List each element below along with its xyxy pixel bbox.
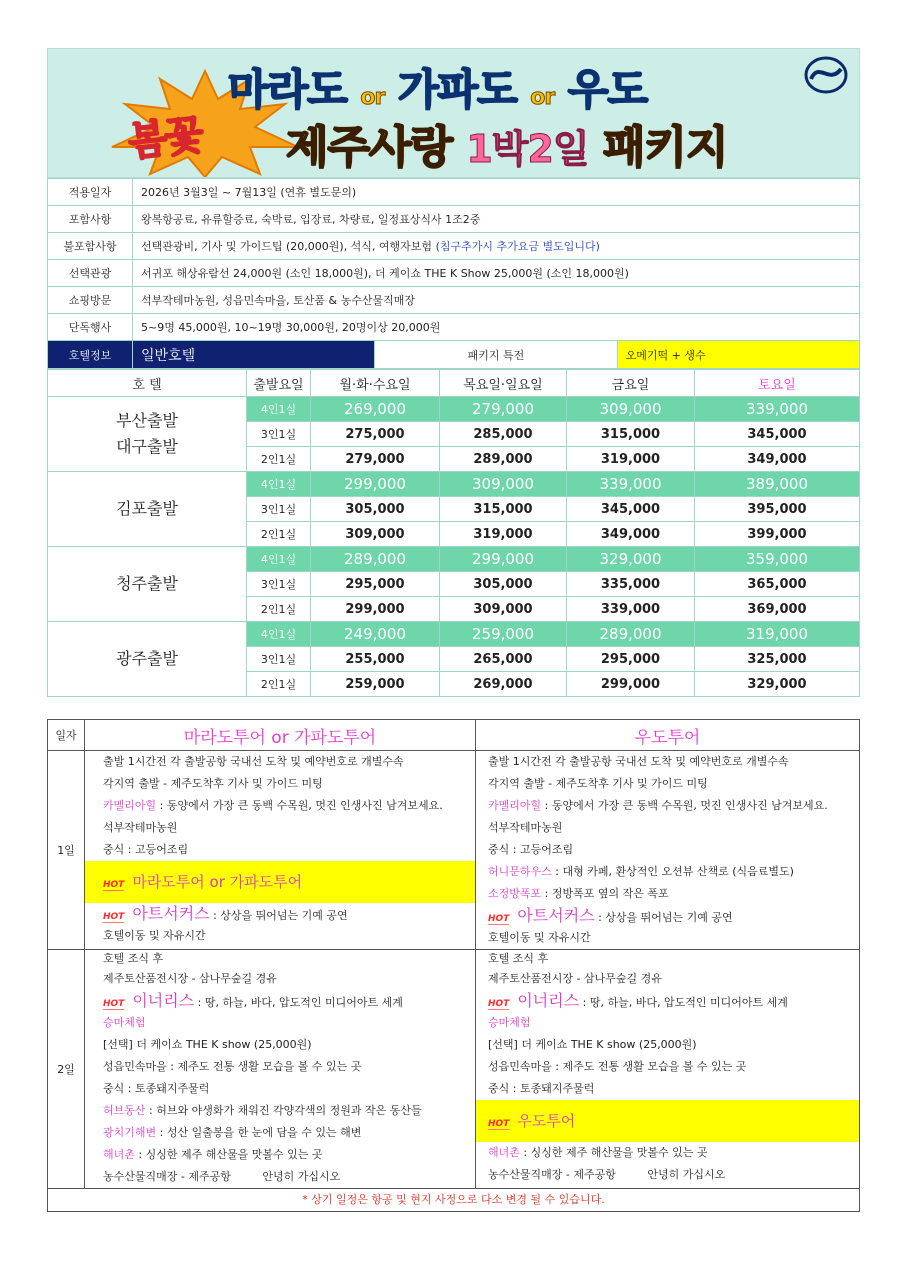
title-gapado: 가파도	[397, 65, 517, 114]
spot-desc: : 동양에서 가장 큰 동백 수목원, 멋진 인생사진 남겨보세요.	[541, 799, 828, 812]
room-type: 2인1실	[247, 672, 311, 697]
hot-icon: HOT	[488, 999, 510, 1009]
info-value: 5~9명 45,000원, 10~19명 30,000원, 20명이상 20,000원	[133, 314, 860, 341]
spot-name: 해녀촌	[103, 1148, 135, 1161]
spot-desc: : 정방폭포 옆의 작은 폭포	[541, 887, 669, 900]
spot-name: 아트서커스	[132, 904, 210, 923]
price-cell: 395,000	[695, 497, 860, 522]
title-jeju-love: 제주사랑	[286, 122, 453, 173]
info-label: 선택관광	[48, 260, 133, 287]
schedule-line: 석부작테마농원	[488, 821, 563, 834]
price-cell: 339,000	[567, 472, 695, 497]
schedule-line: 승마체험	[103, 1016, 146, 1029]
departure-city: 김포출발	[48, 472, 247, 547]
title-or-1: or	[360, 85, 385, 110]
info-row	[48, 179, 860, 206]
schedule-line	[85, 1122, 475, 1144]
price-cell: 285,000	[440, 422, 567, 447]
title-or-2: or	[530, 85, 555, 110]
schedule-line	[476, 861, 859, 883]
schedule-line	[85, 795, 475, 817]
marado-gapado-header: 마라도투어 or 가파도투어	[85, 720, 476, 751]
header-mon-wed: 월·화·수요일	[311, 370, 440, 397]
info-label: 불포함사항	[48, 233, 133, 260]
marado-tour-highlight: 마라도투어 or 가파도투어	[132, 873, 303, 891]
room-type: 2인1실	[247, 597, 311, 622]
price-cell: 289,000	[311, 547, 440, 572]
schedule-line	[85, 1100, 475, 1122]
price-table	[47, 369, 860, 697]
price-cell: 295,000	[311, 572, 440, 597]
spot-desc: : 허브와 야생화가 채워진 각양각색의 정원과 작은 동산들	[145, 1104, 422, 1117]
price-cell: 269,000	[440, 672, 567, 697]
spot-desc: : 땅, 하늘, 바다, 압도적인 미디어아트 세계	[194, 996, 403, 1009]
price-cell: 309,000	[440, 597, 567, 622]
info-value: 왕복항공료, 유류할증료, 숙박료, 입장료, 차량료, 일정표상식사 1조2중	[133, 206, 860, 233]
hot-icon: HOT	[103, 999, 125, 1009]
day1-marado-schedule	[85, 751, 476, 950]
info-label: 포함사항	[48, 206, 133, 233]
info-value: 석부작테마농원, 성읍민속마을, 토산품 & 농수산물직매장	[133, 287, 860, 314]
day2-udo-schedule	[476, 950, 860, 1189]
departure-city: 광주출발	[48, 622, 247, 697]
price-cell: 255,000	[311, 647, 440, 672]
schedule-line: [선택] 더 케이쇼 THE K show (25,000원)	[488, 1038, 697, 1051]
info-label: 적용일자	[48, 179, 133, 206]
itinerary-header-row	[48, 720, 860, 751]
footnote: * 상기 일정은 항공 및 현지 사정으로 다소 변경 될 수 있습니다.	[47, 1189, 860, 1212]
price-row	[48, 547, 860, 572]
spot-desc: : 성산 일출봉을 한 눈에 담을 수 있는 해변	[156, 1126, 362, 1139]
price-cell: 315,000	[567, 422, 695, 447]
price-cell: 339,000	[695, 397, 860, 422]
day1-udo-schedule	[476, 751, 860, 950]
spot-name: 허브동산	[103, 1104, 146, 1117]
spot-desc: : 대형 카페, 환상적인 오션뷰 산책로 (식음료별도)	[551, 865, 794, 878]
price-cell: 335,000	[567, 572, 695, 597]
price-row	[48, 472, 860, 497]
price-cell: 349,000	[695, 447, 860, 472]
spot-name: 이너리스	[517, 991, 580, 1010]
day2-marado-schedule	[85, 950, 476, 1189]
spot-desc: : 싱싱한 제주 해산물을 맛볼수 있는 곳	[134, 1148, 323, 1161]
schedule-line: 출발 1시간전 각 출발공항 국내선 도착 및 예약번호로 개별수속	[488, 755, 789, 768]
hot-icon: HOT	[103, 912, 125, 922]
package-benefit-value: 오메기떡 + 생수	[617, 341, 859, 369]
price-cell: 345,000	[567, 497, 695, 522]
price-cell: 299,000	[440, 547, 567, 572]
schedule-line-highlight	[85, 861, 475, 903]
schedule-line	[476, 795, 859, 817]
schedule-line: 석부작테마농원	[103, 821, 178, 834]
hot-icon: HOT	[488, 1119, 510, 1129]
spring-flower-text: 봄꽃	[126, 112, 204, 166]
spot-desc: : 상상을 뛰어넘는 기예 공연	[594, 911, 733, 924]
udo-tour-highlight: 우도투어	[517, 1112, 576, 1130]
schedule-line: 호텔 조식 후	[103, 952, 164, 965]
schedule-line	[476, 883, 859, 905]
header-sat: 토요일	[695, 370, 860, 397]
excluded-items: 선택관광비, 기사 및 가이드팁 (20,000원), 석식, 여행자보험	[141, 240, 433, 253]
spot-name: 카멜리아힐	[488, 799, 542, 812]
title-nights-days: 1박2일	[466, 127, 589, 171]
price-cell: 299,000	[311, 472, 440, 497]
header-thu-sun: 목요일·일요일	[440, 370, 567, 397]
price-cell: 299,000	[567, 672, 695, 697]
price-cell: 269,000	[311, 397, 440, 422]
price-cell: 329,000	[695, 672, 860, 697]
room-type: 2인1실	[247, 522, 311, 547]
day-column-header: 일자	[48, 720, 85, 751]
day1-row	[48, 751, 860, 950]
price-cell: 369,000	[695, 597, 860, 622]
info-value: 서귀포 해상유람선 24,000원 (소인 18,000원), 더 케이쇼 THE K Show 25,000원 (소인 18,000원)	[133, 260, 860, 287]
price-cell: 319,000	[440, 522, 567, 547]
spot-desc: : 싱싱한 제주 해산물을 맛볼수 있는 곳	[519, 1146, 708, 1159]
udo-header: 우도투어	[476, 720, 860, 751]
spot-name: 아트서커스	[517, 906, 595, 925]
schedule-line: 호텔이동 및 자유시간	[488, 931, 591, 944]
price-cell: 389,000	[695, 472, 860, 497]
info-row	[48, 314, 860, 341]
info-label: 쇼핑방문	[48, 287, 133, 314]
schedule-line: 호텔이동 및 자유시간	[103, 929, 206, 942]
schedule-line: 제주토산품전시장 - 삼나무숲길 경유	[103, 972, 277, 985]
price-header-row	[48, 370, 860, 397]
price-cell: 315,000	[440, 497, 567, 522]
hotel-info-value: 일반호텔	[133, 341, 375, 369]
spot-name: 카멜리아힐	[103, 799, 157, 812]
price-cell: 295,000	[567, 647, 695, 672]
price-cell: 325,000	[695, 647, 860, 672]
schedule-line: 각지역 출발 - 제주도착후 기사 및 가이드 미팅	[103, 777, 323, 790]
schedule-line: 성읍민속마을 : 제주도 전통 생활 모습을 볼 수 있는 곳	[103, 1060, 362, 1073]
day2-row	[48, 950, 860, 1189]
price-cell: 329,000	[567, 547, 695, 572]
schedule-line	[85, 990, 475, 1012]
spot-desc: : 땅, 하늘, 바다, 압도적인 미디어아트 세계	[579, 996, 788, 1009]
room-type: 2인1실	[247, 447, 311, 472]
room-type: 4인1실	[247, 397, 311, 422]
header-hotel: 호 텔	[48, 370, 247, 397]
schedule-line: 중식 : 토종돼지주물럭	[103, 1082, 210, 1095]
schedule-line: 중식 : 고등어조림	[103, 843, 189, 856]
header-fri: 금요일	[567, 370, 695, 397]
day2-label: 2일	[48, 950, 85, 1189]
schedule-line	[85, 903, 475, 925]
schedule-line: 각지역 출발 - 제주도착후 기사 및 가이드 미팅	[488, 777, 708, 790]
banner-title-line2	[286, 111, 728, 175]
room-type: 3인1실	[247, 572, 311, 597]
price-row	[48, 622, 860, 647]
hot-icon: HOT	[488, 914, 510, 924]
price-cell: 259,000	[311, 672, 440, 697]
schedule-line: 농수산물직매장 - 제주공항 안녕히 가십시오	[488, 1168, 726, 1181]
bedding-note: (침구추가시 추가요금 별도입니다)	[435, 240, 600, 253]
schedule-line	[476, 1142, 859, 1164]
spot-name: 이너리스	[132, 991, 195, 1010]
price-cell: 265,000	[440, 647, 567, 672]
price-cell: 289,000	[567, 622, 695, 647]
schedule-line	[476, 990, 859, 1012]
price-cell: 249,000	[311, 622, 440, 647]
schedule-line: 제주토산품전시장 - 삼나무숲길 경유	[488, 972, 662, 985]
price-cell: 345,000	[695, 422, 860, 447]
price-cell: 289,000	[440, 447, 567, 472]
price-cell: 339,000	[567, 597, 695, 622]
spot-name: 광치기해변	[103, 1126, 157, 1139]
schedule-line	[85, 1144, 475, 1166]
price-cell: 309,000	[567, 397, 695, 422]
day1-label: 1일	[48, 751, 85, 950]
departure-city: 부산출발 대구출발	[48, 397, 247, 472]
price-cell: 299,000	[311, 597, 440, 622]
hot-icon: HOT	[103, 880, 125, 890]
info-row	[48, 233, 860, 260]
header-room-type: 출발요일	[247, 370, 311, 397]
price-row	[48, 397, 860, 422]
schedule-line	[476, 905, 859, 927]
price-cell: 279,000	[440, 397, 567, 422]
price-cell: 399,000	[695, 522, 860, 547]
price-cell: 319,000	[695, 622, 860, 647]
schedule-line: 중식 : 고등어조림	[488, 843, 574, 856]
title-udo: 우도	[567, 65, 648, 114]
schedule-line: 승마체험	[488, 1016, 531, 1029]
price-cell: 309,000	[311, 522, 440, 547]
price-cell: 349,000	[567, 522, 695, 547]
schedule-line: 호텔 조식 후	[488, 952, 549, 965]
schedule-line-highlight	[476, 1100, 859, 1142]
price-cell: 279,000	[311, 447, 440, 472]
spot-name: 소정방폭포	[488, 887, 542, 900]
spot-desc: : 동양에서 가장 큰 동백 수목원, 멋진 인생사진 남겨보세요.	[156, 799, 443, 812]
package-flyer	[47, 48, 860, 1212]
schedule-line: 출발 1시간전 각 출발공항 국내선 도착 및 예약번호로 개별수속	[103, 755, 404, 768]
schedule-line: 중식 : 토종돼지주물럭	[488, 1082, 595, 1095]
room-type: 3인1실	[247, 497, 311, 522]
banner-title-line1	[228, 57, 647, 117]
info-row	[48, 206, 860, 233]
schedule-line: [선택] 더 케이쇼 THE K show (25,000원)	[103, 1038, 312, 1051]
info-value: 2026년 3월3일 ~ 7월13일 (연휴 별도문의)	[133, 179, 860, 206]
hotel-info-row	[48, 341, 860, 369]
title-marado: 마라도	[228, 65, 347, 114]
room-type: 4인1실	[247, 472, 311, 497]
room-type: 4인1실	[247, 547, 311, 572]
spot-name: 허니문하우스	[488, 865, 552, 878]
banner	[47, 48, 860, 178]
info-label: 단독행사	[48, 314, 133, 341]
departure-city: 청주출발	[48, 547, 247, 622]
price-cell: 259,000	[440, 622, 567, 647]
company-logo-icon	[803, 55, 849, 95]
info-row	[48, 287, 860, 314]
price-cell: 275,000	[311, 422, 440, 447]
room-type: 3인1실	[247, 422, 311, 447]
price-cell: 309,000	[440, 472, 567, 497]
info-row	[48, 260, 860, 287]
room-type: 4인1실	[247, 622, 311, 647]
package-benefit-label: 패키지 특전	[375, 341, 617, 369]
price-cell: 365,000	[695, 572, 860, 597]
schedule-line: 성읍민속마을 : 제주도 전통 생활 모습을 볼 수 있는 곳	[488, 1060, 747, 1073]
spot-name: 해녀촌	[488, 1146, 520, 1159]
itinerary-table	[47, 719, 860, 1189]
price-cell: 305,000	[311, 497, 440, 522]
info-value	[133, 233, 860, 260]
price-cell: 319,000	[567, 447, 695, 472]
room-type: 3인1실	[247, 647, 311, 672]
info-table	[47, 178, 860, 369]
spot-desc: : 상상을 뛰어넘는 기예 공연	[209, 909, 348, 922]
schedule-line: 농수산물직매장 - 제주공항 안녕히 가십시오	[103, 1170, 341, 1183]
hotel-info-label: 호텔정보	[48, 341, 133, 369]
price-cell: 359,000	[695, 547, 860, 572]
price-cell: 305,000	[440, 572, 567, 597]
title-package: 패키지	[602, 122, 728, 173]
